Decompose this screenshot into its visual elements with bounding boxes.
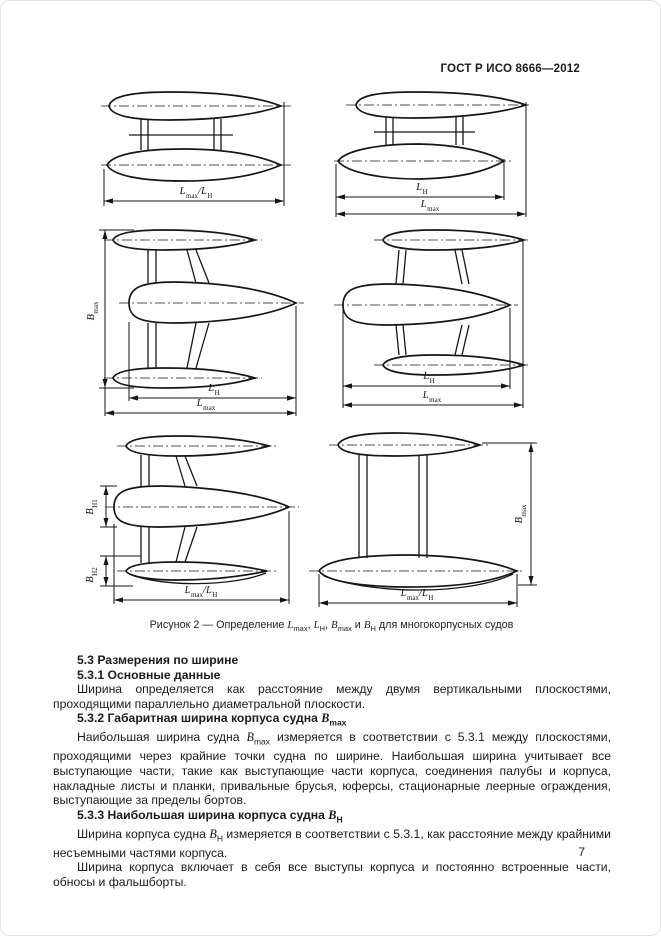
caption-prefix: Рисунок 2 — Определение [149, 619, 288, 631]
symbol-B: B [331, 619, 338, 631]
page-number: 7 [578, 845, 585, 859]
body-text [53, 653, 611, 890]
section-5-3-3-paragraph-2: Ширина корпуса включает в себя все выступы корпуса и постоянно встроенные части, обносы и фальшборты. [53, 860, 611, 890]
document-header: ГОСТ Р ИСО 8666—2012 [440, 63, 580, 75]
symbol-H: Н [207, 192, 213, 201]
symbol-L: L [205, 585, 212, 596]
dim-label-lh [423, 372, 434, 384]
symbol-H: Н [370, 624, 376, 634]
caption-comma: , [307, 619, 314, 631]
diagram-trimaran-offset [334, 226, 529, 416]
dim-label-lh [208, 384, 219, 396]
symbol-L: L [423, 371, 430, 382]
symbol-slash: / [419, 588, 422, 599]
caption-comma: , [325, 619, 332, 631]
symbol-L: L [196, 398, 203, 409]
diagram-catamaran-offset [334, 89, 529, 221]
section-5-3-1-paragraph: Ширина определяется как расстояние между двумя вертикальными плоскостями, проходящими параллельно диаметральной плоскости. [53, 682, 611, 711]
caption-suffix: для многокорпусных судов [375, 619, 514, 631]
symbol-H1: Н1 [91, 499, 100, 508]
symbol-max: max [203, 404, 216, 413]
symbol-H: Н [319, 624, 326, 634]
trimaran-offset-drawing [334, 226, 529, 416]
symbol-L: L [420, 199, 427, 210]
symbol-B: B [513, 517, 525, 524]
diagram-catamaran-wide [309, 429, 549, 615]
symbol-H: Н [422, 188, 428, 197]
symbol-max: max [406, 594, 420, 603]
section-5-3-3-heading: 5.3.3 Наибольшая ширина корпуса судна $B_Н$ [77, 807, 343, 825]
symbol-max: max [253, 736, 271, 747]
symbol-B: B [363, 619, 371, 631]
symbol-B: B [328, 807, 337, 822]
dim-label-lmax [421, 200, 439, 212]
section-5-3-1-heading: 5.3.1 Основные данные [77, 667, 221, 682]
symbol-max: max [92, 301, 101, 314]
symbol-L: L [400, 588, 407, 599]
figure-2 [1, 86, 661, 646]
symbol-slash: / [203, 585, 206, 596]
symbol-L: L [421, 588, 428, 599]
section-5-3-3-paragraph-1: Ширина корпуса судна $B_Н$ измеряется в соответствии с 5.3.1, как расстояние между крайними несъемными частями корпуса. [53, 826, 611, 860]
symbol-L: L [287, 619, 294, 631]
symbol-L: L [200, 186, 207, 197]
symbol-B: B [246, 730, 254, 745]
symbol-B: B [209, 826, 217, 841]
symbol-max: max [190, 591, 204, 600]
symbol-B: B [321, 711, 330, 726]
dim-label-bmax [515, 505, 527, 524]
symbol-H: Н [336, 814, 343, 825]
dim-label-bh2 [86, 567, 98, 582]
dim-label-lmax-lh [401, 589, 434, 601]
symbol-max: max [429, 396, 442, 405]
symbol-H: Н [214, 389, 220, 398]
symbol-H: Н [212, 591, 218, 600]
dim-label-lmax [197, 399, 215, 411]
trimaran-bmax-drawing [86, 226, 304, 416]
symbol-H: Н [429, 377, 435, 386]
symbol-max: max [520, 504, 529, 517]
symbol-slash: / [198, 186, 201, 197]
symbol-L: L [416, 182, 423, 193]
dim-label-lmax [423, 391, 441, 403]
symbol-max: max [329, 717, 347, 728]
dim-label-lh [416, 183, 427, 195]
dim-label-bh1 [86, 499, 98, 514]
figure-caption [1, 619, 661, 633]
symbol-max: max [337, 624, 352, 634]
symbol-B: B [84, 508, 96, 515]
symbol-H: Н [428, 594, 434, 603]
symbol-L: L [208, 383, 215, 394]
symbol-B: B [85, 314, 97, 321]
section-5-3-heading: 5.3 Размерения по ширине [77, 653, 239, 667]
symbol-max: max [185, 192, 199, 201]
diagram-trimaran-bh [81, 429, 303, 615]
section-5-3-2-paragraph: Наибольшая ширина судна $B_{max}$ измеряется в соответствии с 5.3.1 между плоскостями, проходящими через крайние точки судна по ширине. Наибольшая ширина учитывает все выступающие части, такие как выступающие части корпуса, соединения палубы и корпуса, накладные листы и планки, привальные брусья, юферсы, стационарные леерные ограждения, выступающие за пределы бортов. [53, 730, 612, 808]
symbol-max: max [293, 624, 308, 634]
dim-label-bmax [87, 302, 99, 321]
symbol-H2: Н2 [91, 567, 100, 576]
symbol-L: L [313, 619, 320, 631]
caption-and: и [351, 619, 364, 631]
diagram-catamaran-aligned [101, 89, 296, 214]
symbol-H: Н [216, 833, 223, 844]
dim-label-lmax-lh [185, 586, 218, 598]
symbol-B: B [84, 576, 96, 583]
symbol-L: L [422, 390, 429, 401]
symbol-L: L [184, 585, 191, 596]
symbol-max: max [427, 205, 440, 214]
symbol-L: L [179, 186, 186, 197]
diagram-trimaran-bmax [86, 226, 304, 416]
section-5-3-2-heading: 5.3.2 Габаритная ширина корпуса судна $B_{max}$ [77, 711, 347, 728]
dim-label-lmax-lh [180, 187, 213, 199]
